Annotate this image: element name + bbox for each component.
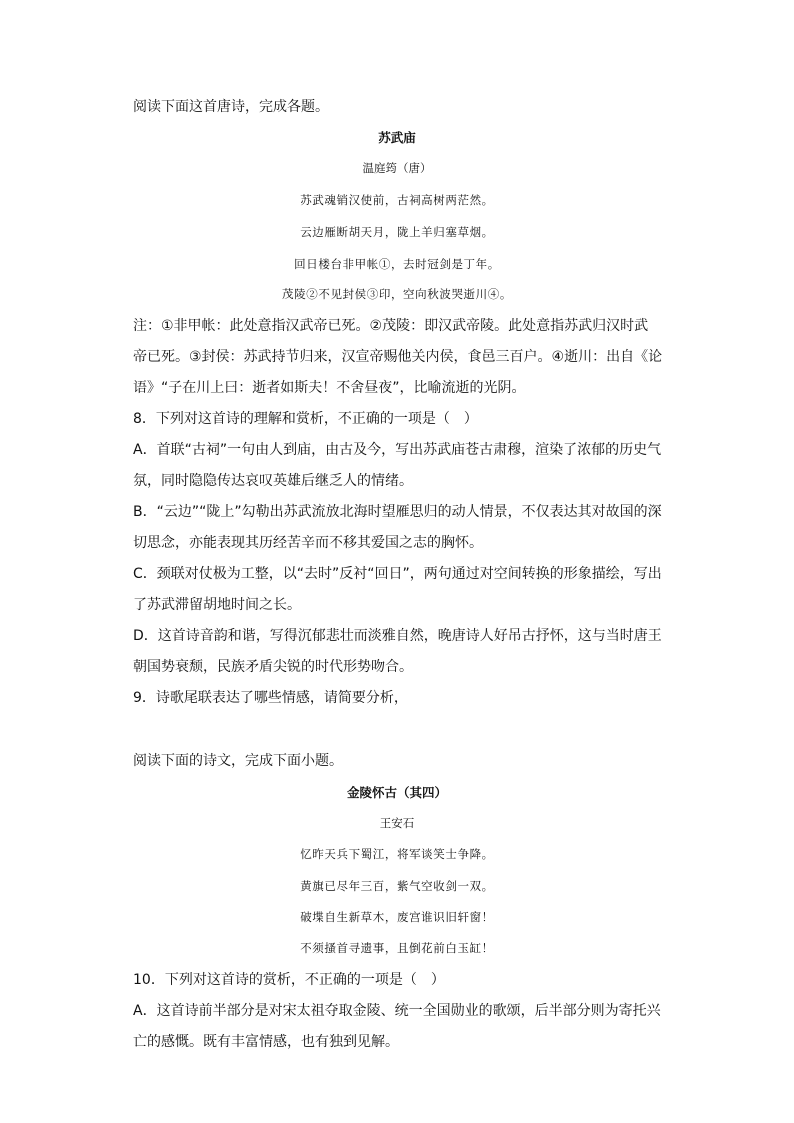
section2-intro: 阅读下面的诗文，完成下面小题。 bbox=[133, 753, 343, 769]
poem1-line: 茂陵②不见封侯③印，空向秋波哭逝川④。 bbox=[282, 287, 512, 301]
poem1-line: 回日楼台非甲帐①，去时冠剑是丁年。 bbox=[294, 257, 500, 271]
poem1-line: 苏武魂销汉使前，古祠高树两茫然。 bbox=[300, 193, 494, 207]
question-8-stem: 8．下列对这首诗的理解和赏析，不正确的一项是（ ） bbox=[133, 411, 478, 427]
poem2-line: 黄旗已尽年三百，紫气空收剑一双。 bbox=[300, 879, 494, 893]
question-8-option-a: 氛，同时隐隐传达哀叹英雄后继乏人的情绪。 bbox=[133, 473, 413, 489]
question-10-stem: 10．下列对这首诗的赏析，不正确的一项是（ ） bbox=[133, 972, 445, 988]
question-8-option-c: C．颈联对仗极为工整，以“去时”反衬“回日”，两句通过对空间转换的形象描绘，写出 bbox=[133, 566, 662, 582]
question-10-option-a: 亡的感慨。既有丰富情感，也有独到见解。 bbox=[133, 1034, 399, 1050]
question-10-option-a: A．这首诗前半部分是对宋太祖夺取金陵、统一全国勋业的歌颂，后半部分则为寄托兴 bbox=[133, 1003, 661, 1019]
poem1-author: 温庭筠（唐） bbox=[362, 161, 432, 175]
section1-intro: 阅读下面这首唐诗，完成各题。 bbox=[133, 99, 329, 115]
question-8-option-b: B．“云边”“陇上”勾勒出苏武流放北海时望雁思归的动人情景，不仅表达其对故国的深 bbox=[133, 504, 662, 520]
question-8-option-c: 了苏武滞留胡地时间之长。 bbox=[133, 597, 301, 613]
poem2-author: 王安石 bbox=[379, 816, 415, 830]
annotation-line: 注：①非甲帐：此处意指汉武帝已死。②茂陵：即汉武帝陵。此处意指苏武归汉时武 bbox=[133, 318, 649, 334]
question-8-option-a: A．首联“古祠”一句由人到庙，由古及今，写出苏武庙苍古肃穆，渲染了浓郁的历史气 bbox=[133, 442, 662, 458]
poem2-line: 忆昨天兵下蜀江，将军谈笑士争降。 bbox=[300, 847, 494, 861]
annotation-line: 语》“子在川上曰：逝者如斯夫！不舍昼夜”，比喻流逝的光阴。 bbox=[133, 380, 526, 396]
question-8-option-d: 朝国势衰颓，民族矛盾尖锐的时代形势吻合。 bbox=[133, 659, 413, 675]
question-9: 9．诗歌尾联表达了哪些情感，请简要分析， bbox=[133, 690, 408, 706]
question-8-option-d: D．这首诗音韵和谐，写得沉郁悲壮而淡雅自然，晚唐诗人好吊古抒怀，这与当时唐王 bbox=[133, 628, 662, 644]
annotation-line: 帝已死。③封侯：苏武持节归来，汉宣帝赐他关内侯，食邑三百户。④逝川：出自《论 bbox=[133, 349, 663, 365]
poem1-line: 云边雁断胡天月，陇上羊归塞草烟。 bbox=[300, 225, 494, 239]
question-8-option-b: 切思念，亦能表现其历经苦辛而不移其爱国之志的胸怀。 bbox=[133, 535, 483, 551]
poem2-line: 不须搔首寻遗事，且倒花前白玉缸！ bbox=[300, 941, 494, 955]
poem2-title: 金陵怀古（其四） bbox=[346, 785, 447, 800]
poem1-title: 苏武庙 bbox=[378, 130, 416, 145]
poem2-line: 破堞自生新草木，废宫谁识旧轩窗！ bbox=[300, 910, 494, 924]
